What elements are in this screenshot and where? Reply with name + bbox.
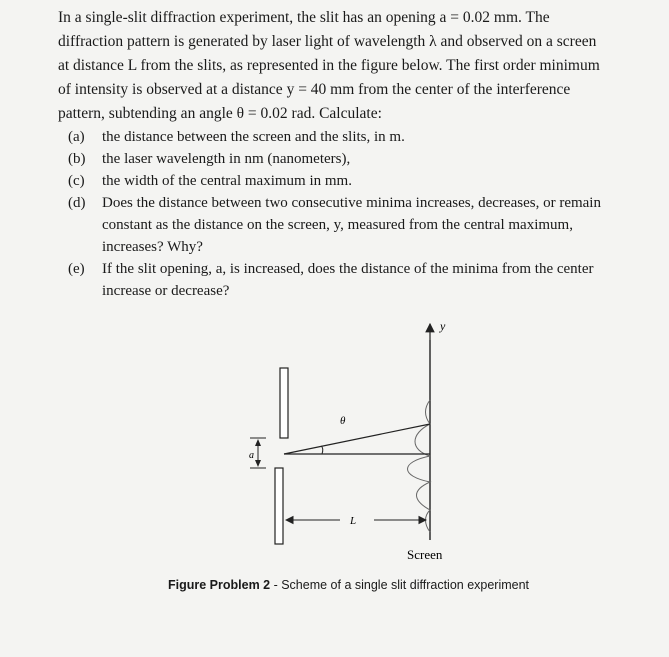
lower-slit-barrier (275, 468, 283, 544)
question-text: Does the distance between two consecutive minima increases, decreases, or remain (102, 195, 601, 211)
question-text: the width of the central maximum in mm. (102, 173, 352, 189)
upper-slit-barrier (280, 368, 288, 438)
figure-caption (168, 578, 529, 592)
problem-line: diffraction pattern is generated by laser light of wavelength λ and observed on a screen (58, 33, 597, 50)
problem-line: of intensity is observed at a distance y = 40 mm from the center of the interference (58, 81, 571, 98)
question-a (68, 126, 658, 148)
question-c (68, 170, 658, 192)
problem-line: pattern, subtending an angle θ = 0.02 rad. Calculate: (58, 105, 382, 122)
problem-line: at distance L from the slits, as represented in the figure below. The first order minimum (58, 57, 600, 74)
question-text: constant as the distance on the screen, y, measured from the central maximum, (102, 217, 573, 233)
question-b (68, 148, 658, 170)
theta-arc (321, 446, 323, 454)
question-label: (a) (68, 129, 85, 145)
question-d (68, 192, 658, 214)
problem-statement (58, 6, 658, 126)
question-label: (b) (68, 151, 86, 167)
question-label: (e) (68, 261, 85, 277)
question-list (68, 126, 658, 302)
screen-label: Screen (407, 547, 443, 562)
first-minimum-ray (284, 424, 430, 454)
caption-prefix: Figure Problem 2 (168, 578, 271, 592)
question-text: If the slit opening, a, is increased, does the distance of the minima from the center (102, 261, 594, 277)
theta-label: θ (340, 415, 346, 427)
question-text: the laser wavelength in nm (nanometers), (102, 151, 351, 167)
problem-line: In a single-slit diffraction experiment, the slit has an opening a = 0.02 mm. The (58, 9, 550, 26)
question-label: (d) (68, 195, 86, 211)
diffraction-figure (0, 300, 669, 600)
question-text: increase or decrease? (102, 283, 230, 299)
question-text: the distance between the screen and the slits, in m. (102, 129, 405, 145)
slit-width-label: a (249, 450, 254, 461)
question-e (68, 258, 658, 280)
slit-width-arrowhead-bottom (255, 460, 261, 467)
distance-label: L (350, 515, 357, 527)
intensity-pattern (408, 400, 431, 532)
slit-width-arrowhead-top (255, 439, 261, 446)
question-label: (c) (68, 173, 85, 189)
caption-text: - Scheme of a single slit diffraction experiment (270, 578, 530, 592)
y-axis-label: y (440, 319, 446, 333)
question-text: increases? Why? (102, 239, 203, 255)
